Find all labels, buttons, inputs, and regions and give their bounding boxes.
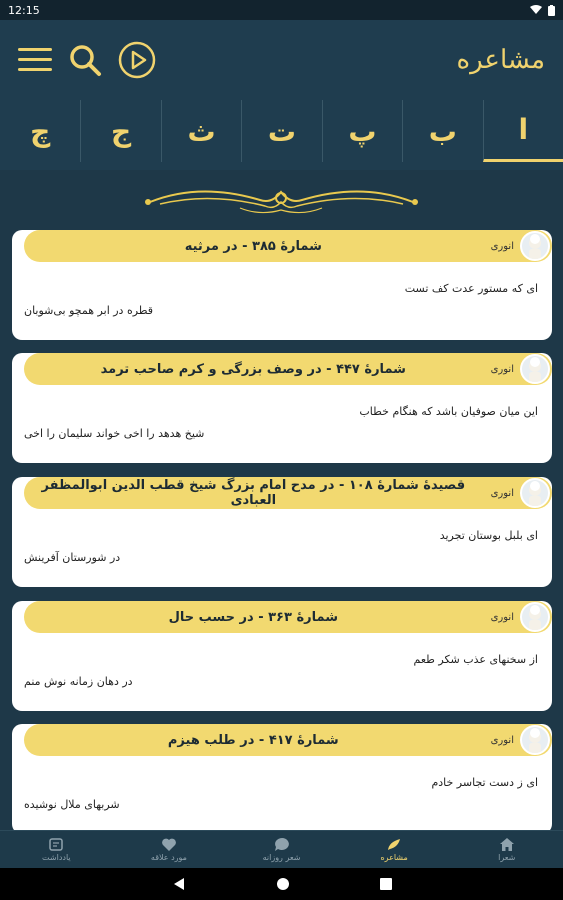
- wifi-icon: [530, 5, 542, 15]
- play-icon[interactable]: [118, 41, 156, 79]
- nav-item-poets[interactable]: [450, 831, 563, 868]
- poet-name: انوری: [490, 240, 514, 252]
- poem-card[interactable]: [12, 230, 552, 340]
- status-time: 12:15: [8, 3, 40, 17]
- battery-icon: [548, 5, 555, 16]
- verse-second: در دهان زمانه نوش منم: [24, 675, 133, 688]
- nav-label: مشاعره: [380, 852, 408, 862]
- poet-avatar: [520, 354, 550, 384]
- letter-tab-che[interactable]: چ: [30, 114, 51, 148]
- heart-icon: [162, 838, 176, 851]
- app-bar: [0, 20, 563, 100]
- chat-icon: [275, 838, 289, 851]
- letter-tab-pe[interactable]: پ: [322, 100, 402, 162]
- note-icon: [49, 838, 63, 851]
- ornament-divider: [140, 178, 423, 222]
- poet-avatar: [520, 725, 550, 755]
- app-title: مشاعره: [456, 45, 545, 75]
- toolbar-icons: [18, 41, 156, 79]
- verse-first: ای که مستور عدت کف تست: [404, 282, 538, 295]
- back-icon[interactable]: [172, 877, 186, 891]
- poem-card[interactable]: [12, 601, 552, 711]
- verse-second: شیخ هدهد را اخی خواند سلیمان را اخی: [24, 427, 205, 440]
- letter-tabs: [0, 100, 563, 170]
- nav-label: مورد علاقه: [150, 852, 187, 862]
- poem-card-header: [24, 353, 552, 385]
- poem-title: شمارهٔ ۴۱۷ - در طلب هیزم: [167, 732, 339, 748]
- poet-avatar: [520, 231, 550, 261]
- poet-name: انوری: [490, 734, 514, 746]
- poet-avatar: [520, 602, 550, 632]
- verse-first: این میان صوفیان باشد که هنگام خطاب: [359, 405, 538, 418]
- letter-tab-te[interactable]: ت: [241, 100, 321, 162]
- verse-second: شربهای ملال نوشیده: [24, 798, 120, 811]
- letter-tab-se[interactable]: ث: [161, 100, 241, 162]
- nav-label: یادداشت: [42, 852, 71, 862]
- nav-item-daily-poem[interactable]: [225, 831, 338, 868]
- feather-icon: [387, 838, 401, 851]
- poem-card-header: [24, 230, 552, 262]
- letter-tab-jim[interactable]: ج: [80, 100, 160, 162]
- nav-label: شعر روزانه: [262, 852, 301, 862]
- nav-item-favorites[interactable]: [113, 831, 226, 868]
- search-icon[interactable]: [68, 43, 102, 77]
- status-bar: [0, 0, 563, 20]
- menu-icon[interactable]: [18, 46, 52, 74]
- poem-card-header: [24, 724, 552, 756]
- system-nav-bar: [0, 868, 563, 900]
- poem-title: شمارهٔ ۳۸۵ - در مرثیه: [184, 238, 322, 254]
- letter-tab-alef[interactable]: ا: [483, 100, 563, 162]
- poem-card[interactable]: [12, 724, 552, 830]
- system-icons: [530, 5, 555, 16]
- poet-avatar: [520, 478, 550, 508]
- poet-name: انوری: [490, 363, 514, 375]
- letter-tab-be[interactable]: ب: [402, 100, 482, 162]
- poem-card[interactable]: [12, 477, 552, 587]
- verse-first: از سخنهای عذب شکر طعم: [413, 653, 538, 666]
- nav-label: شعرا: [498, 852, 516, 862]
- recents-icon[interactable]: [380, 878, 392, 890]
- poem-card-header: [24, 477, 552, 509]
- nav-item-notes[interactable]: [0, 831, 113, 868]
- poet-name: انوری: [490, 487, 514, 499]
- poem-card-header: [24, 601, 552, 633]
- verse-second: قطره در ابر همچو بی‌شوبان: [24, 304, 154, 317]
- home-icon: [500, 838, 514, 851]
- poet-name: انوری: [490, 611, 514, 623]
- verse-second: در شورستان آفرینش: [24, 551, 121, 564]
- nav-item-mushaere[interactable]: [338, 831, 451, 868]
- poem-card[interactable]: [12, 353, 552, 463]
- poem-title: شمارهٔ ۴۴۷ - در وصف بزرگی و کرم صاحب ترمد: [100, 361, 406, 377]
- home-circle-icon[interactable]: [276, 877, 290, 891]
- bottom-nav: [0, 830, 563, 868]
- poem-list: [0, 170, 563, 830]
- verse-first: ای ز دست تجاسر خادم: [431, 776, 538, 789]
- verse-first: ای بلبل بوستان تجرید: [439, 529, 538, 542]
- poem-title: قصیدهٔ شمارهٔ ۱۰۸ - در مدح امام بزرگ شیخ قطب الدین ابوالمظفر العبادی: [41, 478, 466, 508]
- poem-title: شمارهٔ ۳۶۳ - در حسب حال: [168, 609, 339, 625]
